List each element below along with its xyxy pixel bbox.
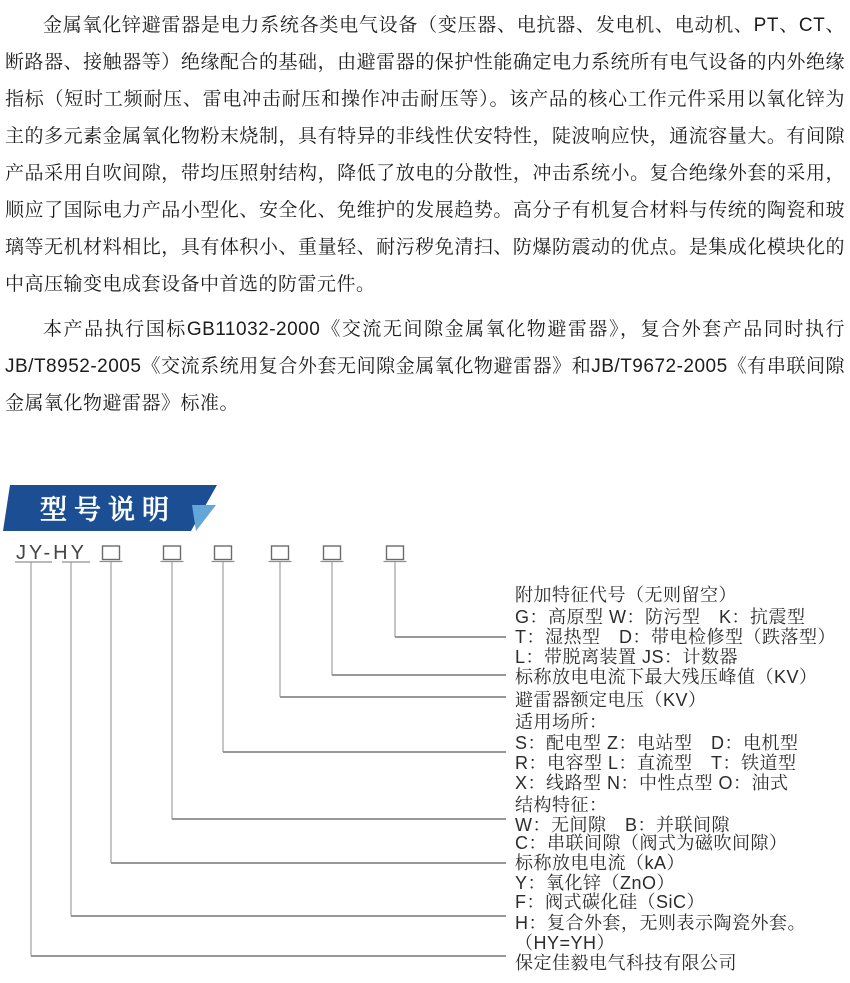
section-title: 型号说明 <box>40 495 176 525</box>
legend-line-8: R：电容型 L：直流型 T：铁道型 <box>515 753 797 773</box>
legend-line-2: T：湿热型 D：带电检修型（跌落型） <box>515 627 836 647</box>
legend-line-12: C：串联间隙（阀式为磁吹间隙） <box>515 833 788 853</box>
legend-line-15: F：阀式碳化硅（SiC） <box>515 892 705 912</box>
legend-line-18: 保定佳毅电气科技有限公司 <box>515 953 737 973</box>
model-slot-box-3 <box>215 546 232 560</box>
legend-line-3: L：带脱离装置 JS：计数器 <box>515 647 739 667</box>
legend-line-10: 结构特征： <box>515 795 608 815</box>
legend-line-6: 适用场所： <box>515 712 608 732</box>
legend-line-13: 标称放电电流（kA） <box>515 853 686 873</box>
model-slot-box-1 <box>103 546 120 560</box>
legend-line-17: （HY=YH） <box>515 933 616 953</box>
legend-line-1: G：高原型 W：防污型 K：抗震型 <box>515 607 806 627</box>
model-slot-box-2 <box>164 546 181 560</box>
legend-line-11: W：无间隙 B：并联间隙 <box>515 815 730 835</box>
section-banner <box>0 480 230 536</box>
legend-line-5: 避雷器额定电压（KV） <box>515 690 707 710</box>
legend-line-9: X：线路型 N：中性点型 O：油式 <box>515 773 789 793</box>
model-slot-box-5 <box>324 546 341 560</box>
legend-line-16: H：复合外套，无则表示陶瓷外套。 <box>515 913 806 933</box>
intro-paragraph-1: 金属氧化锌避雷器是电力系统各类电气设备（变压器、电抗器、发电机、电动机、PT、CT、断路器、接触器等）绝缘配合的基础，由避雷器的保护性能确定电力系统所有电气设备的内外绝缘指标（短时工频耐压、雷电冲击耐压和操作冲击耐压等）。该产品的核心工作元件采用以氧化锌为主的多元素金属氧化物粉末烧制，具有特异的非线性伏安特性，陡波响应快，通流容量大。有间隙产品采用自吹间隙，带均压照射结构，降低了放电的分散性，冲击系统小。复合绝缘外套的采用，顺应了国际电力产品小型化、安全化、免维护的发展趋势。高分子有机复合材料与传统的陶瓷和玻璃等无机材料相比，具有体积小、重量轻、耐污秽免清扫、防爆防震动的优点。是集成化模块化的中高压输变电成套设备中首选的防雷元件。 <box>5 15 845 295</box>
model-slot-box-6 <box>387 546 404 560</box>
legend-line-0: 附加特征代号（无则留空） <box>515 585 737 605</box>
legend-line-14: Y：氧化锌（ZnO） <box>515 873 676 893</box>
legend-line-7: S：配电型 Z：电站型 D：电机型 <box>515 733 799 753</box>
legend-line-4: 标称放电电流下最大残压峰值（KV） <box>515 667 818 687</box>
model-prefix: JY-HY <box>16 542 87 564</box>
model-code-diagram <box>0 535 850 983</box>
banner-fold-corner <box>192 505 216 531</box>
model-slot-box-4 <box>272 546 289 560</box>
intro-paragraph-2: 本产品执行国标GB11032-2000《交流无间隙金属氧化物避雷器》，复合外套产品同时执行JB/T8952-2005《交流系统用复合外套无间隙金属氧化物避雷器》和JB/T9672-2005《有串联间隙金属氧化物避雷器》标准。 <box>5 319 845 414</box>
